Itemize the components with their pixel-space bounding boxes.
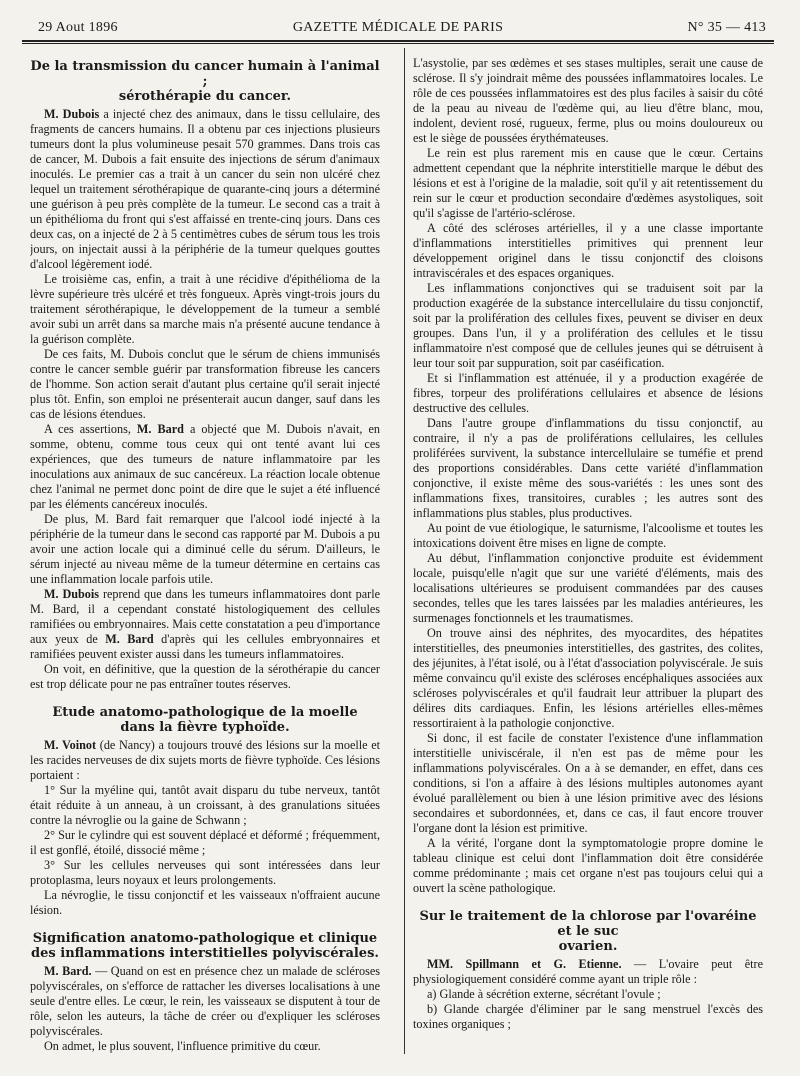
- list-item: 2° Sur le cylindre qui est souvent déplacé et déformé ; fréquemment, il est gonflé, étoilé, dissocié même ;: [30, 828, 380, 857]
- paragraph: M. Dubois reprend que dans les tumeurs inflammatoires dont parle M. Bard, il a cependant constaté histologiquement des cellules ramifiées ou embryonnaires. Mais cette constatation a peu d'importance aux yeux de M. Bard d'après qui les cellules embryonnaires et ramifiées peuvent exister aussi dans les tumeurs inflammatoires.: [30, 587, 380, 661]
- paragraph: Si donc, il est facile de constater l'existence d'une inflammation interstitielle univiscérale, il n'en est pas de même pour les inflammations polyviscérales. On a à se demander, en effet, dans ces conditions, si l'on a affaire à des lésions multiples autonomes ayant évolué parallèlement ou bien à une lésion primitive avec des lésions secondaires et subordonnées, et, dans ce cas, il faut encore trouver l'organe dont la lésion est primitive.: [413, 731, 763, 835]
- paragraph: On admet, le plus souvent, l'influence primitive du cœur.: [44, 1039, 321, 1053]
- section-title-typhoid: Etude anatomo-pathologique de la moelle dans la fièvre typhoïde.: [52, 705, 358, 735]
- paragraph: Au point de vue étiologique, le saturnisme, l'alcoolisme et toutes les intoxications doivent être mises en ligne de compte.: [413, 521, 763, 550]
- paragraph: M. Voinot (de Nancy) a toujours trouvé des lésions sur la moelle et les racides nerveuses de dix sujets morts de fièvre typhoïde. Ces lésions portaient :: [30, 738, 380, 782]
- paragraph: De plus, M. Bard fait remarquer que l'alcool iodé injecté à la périphérie de la tumeur dans le second cas rapporté par M. Dubois a pu avoir une action locale qui a diminué celle du sérum. D'ailleurs, le sérum injecté au niveau même de la tumeur détermine en certains cas une inflammation locale parfois utile.: [30, 512, 380, 586]
- section-title-chlorose: Sur le traitement de la chlorose par l'ovaréine et le suc ovarien.: [419, 909, 757, 954]
- paragraph: M. Bard. — Quand on est en présence chez un malade de scléroses polyviscérales, on s'efforce de rattacher les diverses localisations à une seule d'entre elles. Le cœur, le rein, les vaisseaux se disputent à tour de rôle, selon les auteurs, la tâche de créer ou d'expliquer les scléroses polyviscérales.: [30, 964, 380, 1038]
- journal-title: GAZETTE MÉDICALE DE PARIS: [292, 20, 504, 35]
- paragraph: Dans l'autre groupe d'inflammations du tissu conjonctif, au contraire, il n'y a pas de proliférations cellulaires, les cellules proliférées survivent, la substance intercellulaire se tuméfie et prend des proportions considérables. Dans cette variété d'inflammation conjonctive, il existe même des sous-variétés : les unes sont des inflammations fixes, transitoires, curables ; les autres sont des inflammations plus stables, plus productives.: [413, 416, 763, 520]
- section-title-inflammations: Signification anatomo-pathologique et clinique des inflammations interstitielles polyviscérales.: [31, 931, 379, 961]
- paragraph: Les inflammations conjonctives qui se traduisent soit par la production exagérée de la substance intercellulaire du tissu conjonctif, soit par la prolifération des cellules fixes, peuvent se diviser en deux groupes. Dans l'un, il y a prolifération des cellules et le tissu inflammatoire n'est composé que de cellules jeunes qui se détruisent à leur tour soit par suppuration, soit par caséification.: [413, 281, 763, 370]
- paragraph: La névroglie, le tissu conjonctif et les vaisseaux n'offraient aucune lésion.: [30, 888, 380, 917]
- right-column: [413, 56, 763, 1061]
- header-rule: [22, 40, 774, 42]
- list-item: 3° Sur les cellules nerveuses qui sont intéressées dans leur protoplasma, leurs noyaux et leurs prolongements.: [30, 858, 380, 887]
- paragraph: A la vérité, l'organe dont la symptomatologie propre domine le tableau clinique est celui dont l'inflammation doit être considérée comme prédominante ; mais cet organe n'est pas toujours celui qui a ouvert la scène pathologique.: [413, 836, 763, 895]
- left-column: [30, 56, 380, 1061]
- paragraph: Le rein est plus rarement mis en cause que le cœur. Certains admettent cependant que la néphrite interstitielle marque le début des lésions et est à l'origine de la maladie, soit qu'il y ait retentissement du rein sur le cœur et production secondaire d'œdèmes asystoliques, soit qu'il s'agisse de l'artério-sclérose.: [413, 146, 763, 220]
- paragraph: On voit, en définitive, que la question de la sérothérapie du cancer est trop délicate pour ne pas entraîner toutes réserves.: [30, 662, 380, 691]
- list-item: b) Glande chargée d'éliminer par le sang menstruel l'excès des toxines organiques ;: [413, 1002, 763, 1031]
- paragraph: De ces faits, M. Dubois conclut que le sérum de chiens immunisés contre le cancer semble guérir par transformation fibreuse les cancers de l'homme. Son action serait d'autant plus certaine qu'il serait injecté plus tôt. Enfin, son emploi ne présenterait aucun danger, sauf dans les cas de lésions étendues.: [30, 347, 380, 421]
- paragraph: L'asystolie, par ses œdèmes et ses stases multiples, serait une cause de sclérose. Il s'y joindrait même des poussées inflammatoires locales. Le rôle de ces poussées inflammatoires est des plus faciles à saisir du côté de la peau au niveau de l'œdème qui, au lieu d'être blanc, mou, indolent, devient rosé, rugueux, ferme, plus ou moins douloureux ou est le siège de poussées érythémateuses.: [413, 56, 763, 145]
- column-divider: [404, 48, 405, 1054]
- paragraph: MM. Spillmann et G. Etienne. — L'ovaire peut être physiologiquement considéré comme ayant un triple rôle :: [413, 957, 763, 986]
- paragraph: On trouve ainsi des néphrites, des myocardites, des hépatites interstitielles, des pneumonies interstitielles, des gastrites, des colites, des jéjunites, à l'état isolé, ou à l'état d'association polyviscérale. Je suis même convaincu qu'il existe des scléroses encéphaliques associées aux scléroses polyviscérales et qu'il faudrait leur attribuer la plupart des délires dits cardiaques. Enfin, les lésions artérielles elles-mêmes ressortiraient à la pathologie conjonctive.: [413, 626, 763, 730]
- paragraph: A ces assertions, M. Bard a objecté que M. Dubois n'avait, en somme, obtenu, comme tous ceux qui ont tenté avant lui ces expériences, que des tumeurs de nature inflammatoire par les inoculations aux animaux de suc cancéreux. La réaction locale obtenue chez l'animal ne permet donc point de dire que le sujet a été influencé par les éléments cancéreux inoculés.: [30, 422, 380, 511]
- page-header: [22, 16, 774, 40]
- issue-date: 29 Aout 1896: [38, 20, 118, 35]
- section-title-cancer: De la transmission du cancer humain à l'animal ; sérothérapie du cancer.: [30, 59, 380, 104]
- paragraph: Au début, l'inflammation conjonctive produite est évidemment locale, puisqu'elle n'agit que sur une variété d'éléments, mais des localisations ultérieures se produisent commandées par des causes secondes, telles que les tares laissées par les maladies antérieures, les surmenages fonctionnels et les traumatismes.: [413, 551, 763, 625]
- paragraph: A côté des scléroses artérielles, il y a une classe importante d'inflammations interstitielles primitives qui prennent leur développement originel dans le tissu conjonctif des cloisons intraviscérales et des espaces organiques.: [413, 221, 763, 280]
- page-number: N° 35 — 413: [687, 20, 766, 35]
- header-rule-thin: [22, 43, 774, 44]
- paragraph: Le troisième cas, enfin, a trait à une récidive d'épithélioma de la lèvre supérieure très ulcéré et très fongueux. Après vingt-trois jours du traitement sérothérapique, le développement de la tumeur a semblé avoir subi un arrêt dans sa marche mais n'a présenté aucune tendance à la guérison complète.: [30, 272, 380, 346]
- paragraph: M. Dubois a injecté chez des animaux, dans le tissu cellulaire, des fragments de cancers humains. Il a obtenu par ces injections plusieurs tumeurs dont la plus volumineuse pesait 570 grammes. Dans trois cas de cancer, M. Dubois a fait ensuite des injections de sérum d'animaux inoculés. Le premier cas a trait à un cancer du sein non ulcéré chez lequel un traitement sérothérapique de quarante-cinq jours a déterminé une guérison à peu près complète de la tumeur. Le second cas a trait à un épithélioma du front qui s'est affaissé en trente-cinq jours. Dans ces deux cas, on a injecté de 2 à 5 centimètres cubes de sérum tous les trois jours, on injectait aussi à la périphérie de la tumeur quelques gouttes d'alcool légèrement iodé.: [30, 107, 380, 271]
- list-item: a) Glande à sécrétion externe, sécrétant l'ovule ;: [427, 987, 661, 1001]
- paragraph: Et si l'inflammation est atténuée, il y a production exagérée de fibres, torpeur des proliférations cellulaires et absence de lésions destructive des cellules.: [413, 371, 763, 415]
- list-item: 1° Sur la myéline qui, tantôt avait disparu du tube nerveux, tantôt était réduite à un anneau, à un croissant, à des granulations situées contre la névroglie ou la gaine de Schwann ;: [30, 783, 380, 827]
